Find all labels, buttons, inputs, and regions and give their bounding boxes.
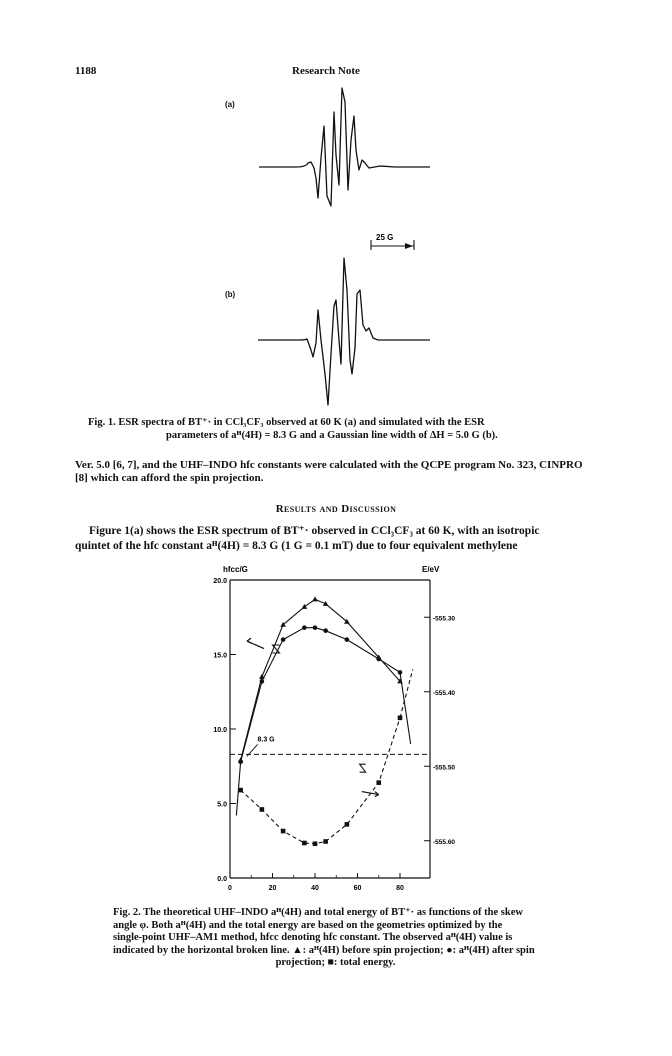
scale-bar bbox=[371, 233, 414, 250]
figure2-caption bbox=[113, 907, 558, 970]
hfcc-energy-chart bbox=[0, 560, 672, 900]
y-right-tick-label: -555.40 bbox=[433, 689, 456, 697]
left-axis-pointer-head bbox=[247, 638, 251, 643]
figure2-caption-line3: single-point UHF–AM1 method, hfcc denoting hfc constant. The observed aᴴ(4H) value is bbox=[113, 932, 513, 944]
circle-point bbox=[323, 628, 328, 633]
page-number: 1188 bbox=[75, 65, 97, 77]
running-title: Research Note bbox=[292, 65, 360, 77]
circle-point bbox=[345, 637, 350, 642]
x-tick-label: 20 bbox=[268, 885, 277, 892]
y-left-tick-label: 10.0 bbox=[213, 727, 227, 734]
paragraph-2-line2: quintet of the hfc constant aᴴ(4H) = 8.3 G (1 G = 0.1 mT) due to four equivalent methylene bbox=[75, 540, 518, 552]
y-right-tick-label: -555.30 bbox=[433, 615, 456, 623]
figure1-caption-line2: parameters of aᴴ(4H) = 8.3 G and a Gaussian line width of ΔH = 5.0 G (b). bbox=[166, 429, 498, 441]
section-heading: Results and Discussion bbox=[275, 503, 397, 515]
circle-point bbox=[302, 625, 307, 630]
figure2-caption-line1: Fig. 2. The theoretical UHF–INDO aᴴ(4H) and total energy of BT⁺· as functions of the skew bbox=[113, 907, 523, 918]
square-point bbox=[323, 839, 328, 844]
paragraph-1 bbox=[75, 459, 615, 485]
scale-bar-label: 25 G bbox=[376, 233, 394, 242]
square-point bbox=[376, 780, 381, 785]
x-tick-label: 40 bbox=[311, 885, 319, 892]
spectrum-a bbox=[259, 88, 430, 206]
paragraph-2-line1: Figure 1(a) shows the ESR spectrum of BT⁺· observed in CCl₃CF₃ at 60 K, with an isotropic bbox=[89, 525, 540, 537]
triangle-point bbox=[302, 604, 308, 609]
y-left-tick-label: 5.0 bbox=[217, 801, 227, 809]
esr-spectra bbox=[0, 0, 672, 430]
circle-point bbox=[260, 679, 265, 684]
x-tick-label: 80 bbox=[396, 885, 404, 892]
figure2-caption-line5: projection; ■: total energy. bbox=[275, 957, 396, 969]
paragraph-1-line1: Ver. 5.0 [6, 7], and the UHF–INDO hfc constants were calculated with the QCPE program No. 323, CINPRO bbox=[75, 459, 583, 471]
square-point bbox=[260, 807, 265, 812]
square-point bbox=[302, 841, 307, 846]
figure2-caption-line4: indicated by the horizontal broken line. ▲: aᴴ(4H) before spin projection; ●: aᴴ(4H) after spin bbox=[113, 944, 535, 956]
square-point bbox=[313, 841, 318, 846]
figure2-caption-line2: angle φ. Both aᴴ(4H) and the total energy are based on the geometries optimized by the bbox=[113, 919, 503, 931]
figure1-caption-line1: Fig. 1. ESR spectra of BT⁺· in CCl₃CF₃ observed at 60 K (a) and simulated with the ESR bbox=[88, 417, 485, 428]
figure1-caption bbox=[88, 417, 598, 442]
x-tick-label: 0 bbox=[228, 885, 232, 892]
y-left-tick-label: 0.0 bbox=[217, 876, 227, 883]
figure1-label-a: (a) bbox=[225, 100, 235, 109]
y-right-tick-label: -555.60 bbox=[433, 838, 456, 846]
spectrum-b bbox=[258, 258, 430, 405]
y-left-tick-label: 15.0 bbox=[213, 652, 227, 660]
circle-point bbox=[376, 657, 381, 662]
triangle-point bbox=[312, 596, 318, 601]
y-left-tick-label: 20.0 bbox=[213, 578, 227, 585]
y-axis-left-title: hfcc/G bbox=[223, 565, 248, 574]
circle-point bbox=[281, 637, 286, 642]
paragraph-2 bbox=[75, 524, 615, 554]
paragraph-1-line2: [8] which can afford the spin projection. bbox=[75, 472, 264, 484]
figure1-label-b: (b) bbox=[225, 290, 236, 299]
y-axis-right-title: E/eV bbox=[422, 565, 440, 574]
square-point bbox=[281, 829, 286, 834]
circle-point bbox=[313, 625, 318, 630]
square-point bbox=[345, 822, 350, 827]
x-tick-label: 60 bbox=[353, 885, 362, 892]
observed-hfcc-label: 8.3 G bbox=[257, 736, 275, 744]
z-marker-right bbox=[360, 764, 366, 772]
y-right-tick-label: -555.50 bbox=[433, 764, 456, 772]
energy-series-tail bbox=[400, 669, 413, 717]
